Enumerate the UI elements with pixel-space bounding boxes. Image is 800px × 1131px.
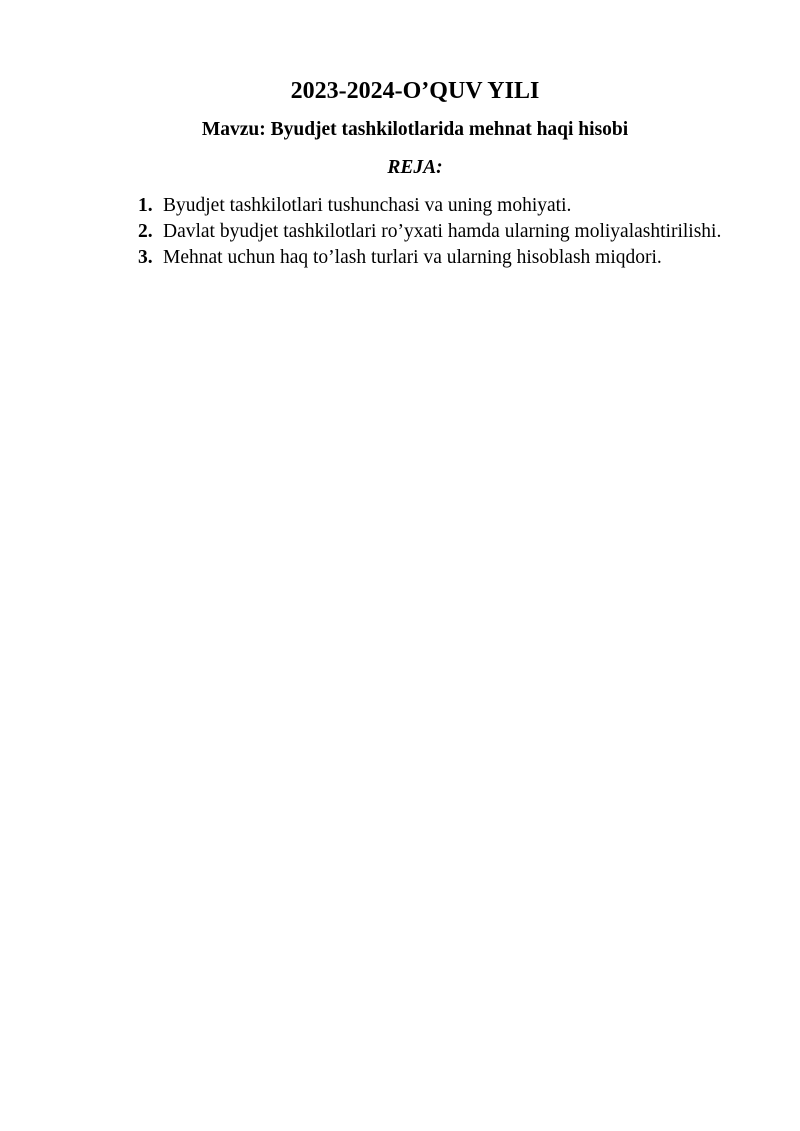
plan-item xyxy=(138,245,738,271)
plan-item-number: 3. xyxy=(138,247,153,268)
plan-item-text: Mehnat uchun haq to’lash turlari va ularning hisoblash miqdori. xyxy=(163,247,662,268)
plan-item-text: Davlat byudjet tashkilotlari ro’yxati hamda ularning moliyalashtirilishi. xyxy=(163,221,722,242)
plan-item-text: Byudjet tashkilotlari tushunchasi va uning mohiyati. xyxy=(163,195,572,216)
plan-item-number: 2. xyxy=(138,221,153,242)
plan-item xyxy=(138,193,738,219)
plan-list xyxy=(138,193,738,271)
document-subject: Mavzu: Byudjet tashkilotlarida mehnat haqi hisobi xyxy=(201,119,629,140)
plan-heading: REJA: xyxy=(387,157,443,178)
document-title: 2023-2024-O’QUV YILI xyxy=(290,78,540,104)
plan-item xyxy=(138,219,738,245)
plan-item-number: 1. xyxy=(138,195,153,216)
